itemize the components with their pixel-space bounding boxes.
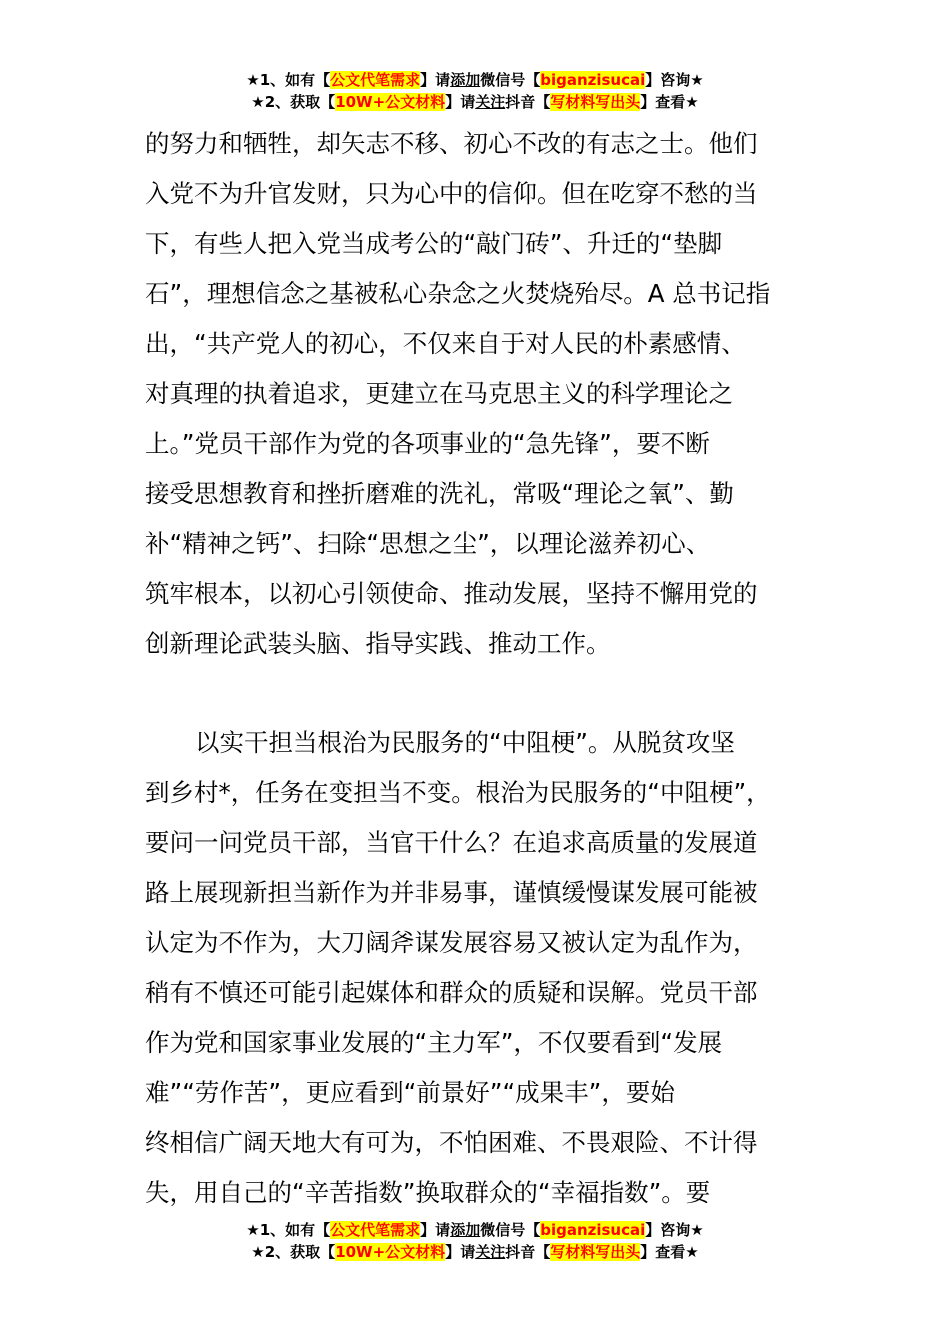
paragraph-line: 入党不为升官发财，只为心中的信仰。但在吃穿不愁的当	[145, 179, 758, 208]
paragraph-line: 补“精神之钙”、扫除“思想之尘”，以理论滋养初心、	[145, 529, 711, 558]
banner-text: 】请	[445, 93, 476, 111]
banner-underlined-text: 关注	[475, 1243, 506, 1261]
banner-text: 微信号【	[480, 71, 541, 89]
paragraph-line: 下，有些人把入党当成考公的“敲门砖”、升迁的“垫脚	[145, 229, 723, 258]
banner-text: 】咨询★	[645, 71, 704, 89]
paragraph-line: 以实干担当根治为民服务的“中阻梗”。从脱贫攻坚	[195, 728, 735, 757]
paragraph-line: 出，“共产党人的初心，不仅来自于对人民的朴素感情、	[145, 329, 746, 358]
banner-underlined-text: 添加	[450, 1221, 481, 1239]
paragraph-line: 要问一问党员干部，当官干什么？在追求高质量的发展道	[145, 828, 758, 857]
paragraph-line: 难”“劳作苦”，更应看到“前景好”“成果丰”，要始	[145, 1078, 675, 1107]
paragraph-line: 作为党和国家事业发展的“主力军”，不仅要看到“发展	[145, 1028, 723, 1057]
banner-text: 】请	[420, 1221, 451, 1239]
banner-underlined-text: 关注	[475, 93, 506, 111]
banner-highlight: 公文代笔需求	[330, 71, 421, 89]
banner-highlight: biganzisucai	[540, 1221, 646, 1239]
header-banner	[0, 69, 950, 113]
banner-text: 抖音【	[505, 1243, 551, 1261]
banner-text: ★2、获取【	[251, 93, 336, 111]
paragraph-line: 接受思想教育和挫折磨难的洗礼，常吸“理论之氧”、勤	[145, 479, 734, 508]
banner-highlight: biganzisucai	[540, 71, 646, 89]
banner-text: 】请	[445, 1243, 476, 1261]
banner-text: 】查看★	[640, 1243, 699, 1261]
paragraph-line: 筑牢根本，以初心引领使命、推动发展，坚持不懈用党的	[145, 579, 758, 608]
paragraph-line: 到乡村*，任务在变担当不变。根治为民服务的“中阻梗”，	[145, 778, 771, 807]
banner-text: 抖音【	[505, 93, 551, 111]
paragraph-line: 创新理论武装头脑、指导实践、推动工作。	[145, 629, 611, 658]
paragraph-line: 路上展现新担当新作为并非易事，谨慎缓慢谋发展可能被	[145, 878, 758, 907]
banner-highlight: 10W+公文材料	[335, 93, 446, 111]
paragraph-2	[145, 718, 825, 1218]
paragraph-line: 失，用自己的“辛苦指数”换取群众的“幸福指数”。要	[145, 1178, 711, 1207]
paragraph-line: 认定为不作为，大刀阔斧谋发展容易又被认定为乱作为，	[145, 928, 758, 957]
paragraph-1	[145, 119, 825, 669]
paragraph-line: 对真理的执着追求，更建立在马克思主义的科学理论之	[145, 379, 733, 408]
banner-underlined-text: 添加	[450, 71, 481, 89]
banner-text: 微信号【	[480, 1221, 541, 1239]
banner-highlight: 10W+公文材料	[335, 1243, 446, 1261]
banner-text: 】咨询★	[645, 1221, 704, 1239]
banner-highlight: 写材料写出头	[550, 93, 641, 111]
paragraph-line: 石”，理想信念之基被私心杂念之火焚烧殆尽。A 总书记指	[145, 279, 771, 308]
banner-text: ★1、如有【	[246, 1221, 331, 1239]
banner-text: 】查看★	[640, 93, 699, 111]
footer-banner-line-1	[0, 1219, 950, 1241]
footer-banner-line-2	[0, 1241, 950, 1263]
header-banner-line-2	[0, 91, 950, 113]
banner-text: 】请	[420, 71, 451, 89]
footer-banner	[0, 1219, 950, 1263]
paragraph-line: 的努力和牺牲，却矢志不移、初心不改的有志之士。他们	[145, 129, 758, 158]
banner-text: ★1、如有【	[246, 71, 331, 89]
header-banner-line-1	[0, 69, 950, 91]
banner-highlight: 公文代笔需求	[330, 1221, 421, 1239]
banner-text: ★2、获取【	[251, 1243, 336, 1261]
paragraph-line: 终相信广阔天地大有可为，不怕困难、不畏艰险、不计得	[145, 1128, 758, 1157]
banner-highlight: 写材料写出头	[550, 1243, 641, 1261]
paragraph-line: 上。”党员干部作为党的各项事业的“急先锋”，要不断	[145, 429, 710, 458]
paragraph-line: 稍有不慎还可能引起媒体和群众的质疑和误解。党员干部	[145, 978, 758, 1007]
